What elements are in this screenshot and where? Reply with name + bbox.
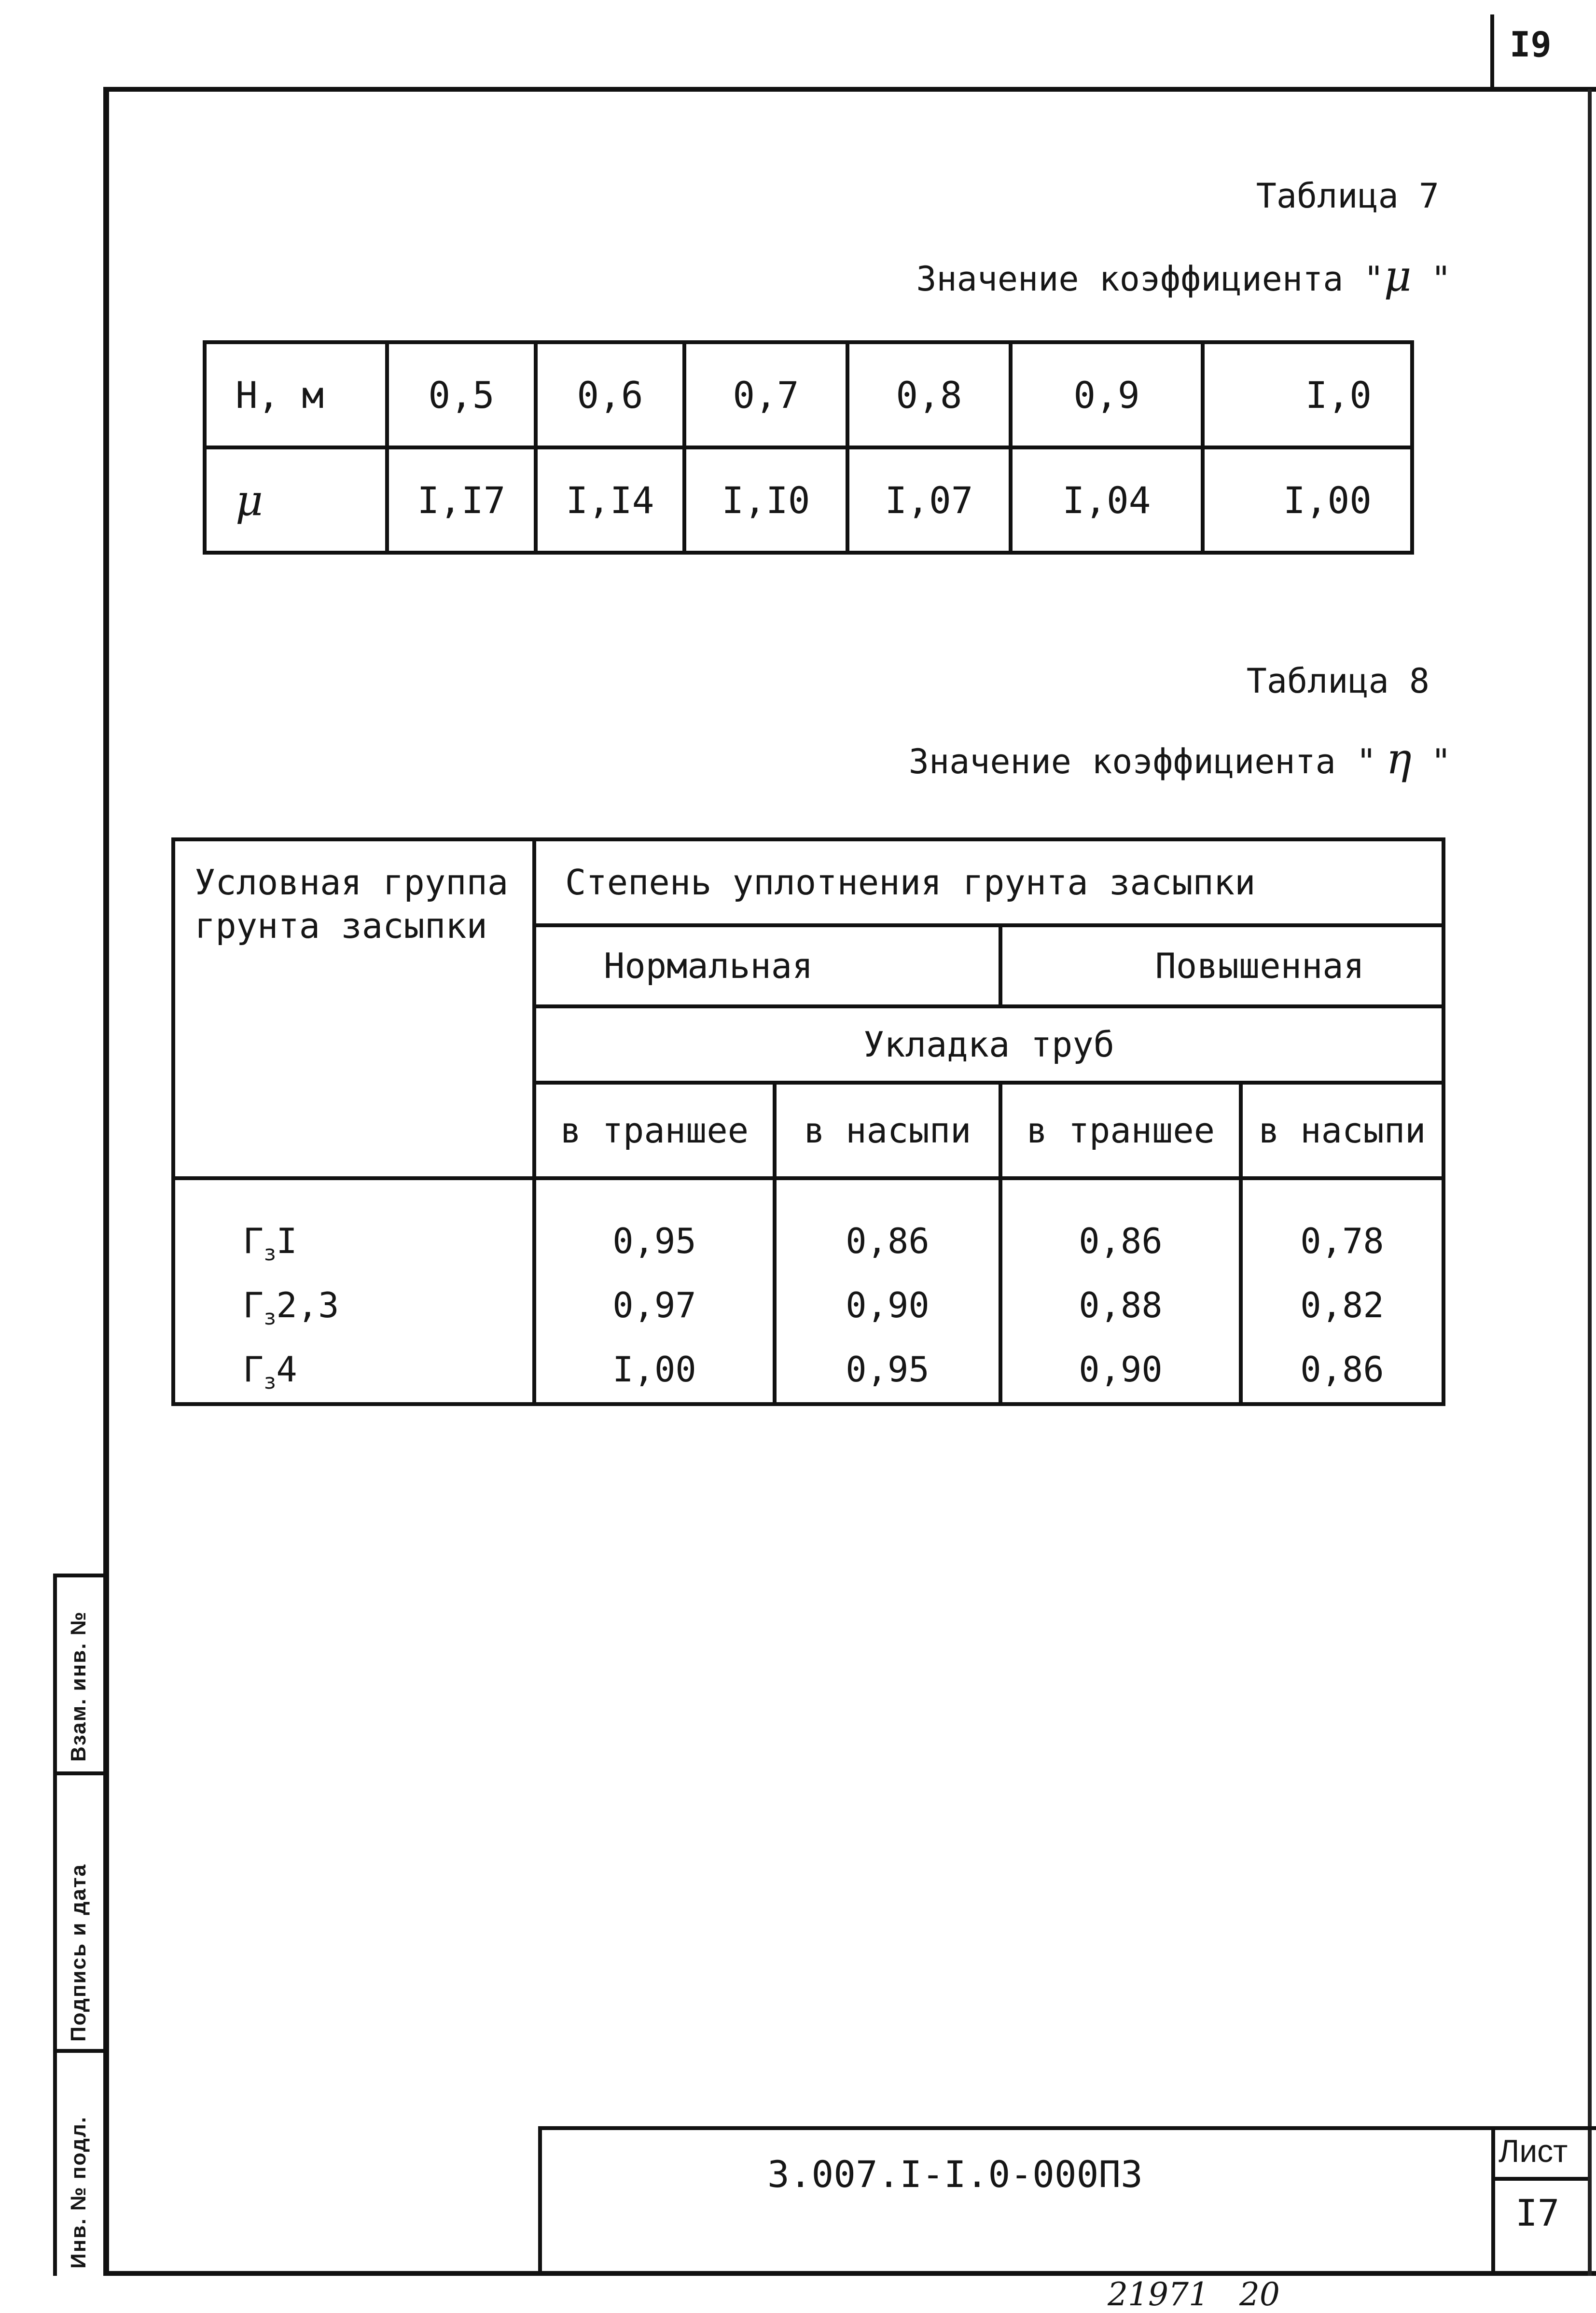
table8-title-suffix: " — [1430, 742, 1451, 781]
value: 0,95 — [846, 1349, 930, 1390]
group-base: Г — [243, 1349, 264, 1390]
side-strip-border — [53, 1575, 57, 2276]
handwritten-number: 21971 20 — [1108, 2276, 1280, 2313]
table7-row-mu — [205, 447, 1412, 553]
group-rest: I — [276, 1221, 297, 1261]
side-label-inv-no: Инв. № подл. — [67, 2116, 90, 2269]
group-sub: з — [264, 1306, 277, 1330]
table7-title-prefix: Значение коэффициента " — [916, 259, 1384, 299]
table7-head-h: Н, м — [205, 342, 387, 447]
value: 0,97 — [612, 1285, 696, 1326]
table8-groups-cell — [173, 1178, 534, 1404]
table8-title — [909, 734, 1451, 783]
table8-normal-embankment-cell — [775, 1178, 1000, 1404]
table7-h-cell: 0,5 — [387, 342, 536, 447]
table8-caption: Таблица 8 — [1246, 661, 1429, 701]
side-strip-divider — [53, 1771, 103, 1775]
table7-mu-cell: I,04 — [1011, 447, 1203, 553]
table8-head-embankment: в насыпи — [1241, 1083, 1443, 1178]
sheet-number: I7 — [1515, 2191, 1560, 2234]
table7 — [203, 340, 1414, 555]
stamp-sheet-divider — [1491, 2177, 1588, 2181]
value: 0,86 — [846, 1221, 930, 1261]
table8 — [171, 837, 1445, 1406]
table8-head-normal: Нормальная — [534, 925, 1000, 1006]
table8-header-row-1 — [173, 839, 1443, 925]
table8-head-group: Условная группа грунта засыпки — [173, 839, 534, 1178]
page-number: I9 — [1510, 24, 1552, 65]
side-strip-divider — [53, 1574, 103, 1577]
table8-head-embankment: в насыпи — [775, 1083, 1000, 1178]
side-label-replaced-inv: Взам. инв. № — [67, 1611, 90, 1762]
stamp-top-border — [538, 2126, 1596, 2130]
value: 0,90 — [846, 1285, 930, 1326]
document-number: 3.007.I-I.0-000ПЗ — [767, 2153, 1143, 2196]
group-sub: з — [264, 1370, 277, 1394]
table7-h-cell: 0,7 — [684, 342, 847, 447]
page-number-divider — [1490, 14, 1494, 88]
table7-h-cell: I,0 — [1203, 342, 1412, 447]
table8-increased-embankment-cell — [1241, 1178, 1443, 1404]
group-sub: з — [264, 1241, 277, 1266]
table7-mu-cell: I,I4 — [536, 447, 684, 553]
group-base: Г — [243, 1221, 264, 1261]
group-label — [243, 1273, 532, 1338]
frame-top-border — [103, 87, 1596, 92]
table7-caption: Таблица 7 — [1256, 176, 1439, 216]
table8-head-trench: в траншее — [1000, 1083, 1241, 1178]
value: I,00 — [612, 1349, 696, 1390]
table8-head-degree: Степень уплотнения грунта засыпки — [534, 839, 1443, 925]
stamp-sheet-separator — [1491, 2126, 1495, 2276]
table8-normal-trench-cell — [534, 1178, 775, 1404]
group-base: Г — [243, 1285, 264, 1326]
value: 0,78 — [1300, 1221, 1384, 1261]
group-rest: 2,3 — [276, 1285, 339, 1326]
table7-row-h — [205, 342, 1412, 447]
table7-mu-cell: I,07 — [847, 447, 1011, 553]
value: 0,90 — [1079, 1349, 1163, 1390]
value: 0,95 — [612, 1221, 696, 1261]
value: 0,86 — [1300, 1349, 1384, 1390]
frame-left-border — [103, 87, 109, 2276]
table7-head-mu: μ — [205, 447, 387, 553]
group-label — [243, 1338, 532, 1402]
table8-title-prefix: Значение коэффициента " — [908, 742, 1377, 781]
table7-mu-cell: I,I0 — [684, 447, 847, 553]
table7-mu-cell: I,I7 — [387, 447, 536, 553]
mu-symbol: μ — [1384, 251, 1412, 301]
table8-head-laying: Укладка труб — [534, 1006, 1443, 1083]
table8-head-increased: Повышенная — [1000, 925, 1443, 1006]
frame-right-border — [1588, 89, 1592, 2276]
side-strip-divider — [53, 2049, 103, 2053]
group-label — [243, 1209, 532, 1273]
table8-head-trench: в траншее — [534, 1083, 775, 1178]
group-rest: 4 — [276, 1349, 297, 1390]
eta-symbol: η — [1386, 734, 1412, 783]
table7-h-cell: 0,6 — [536, 342, 684, 447]
table8-increased-trench-cell — [1000, 1178, 1241, 1404]
frame-bottom-border — [103, 2271, 1596, 2276]
table7-h-cell: 0,9 — [1011, 342, 1203, 447]
table7-title-suffix: " — [1430, 259, 1451, 299]
table7-h-cell: 0,8 — [847, 342, 1011, 447]
table8-body-row — [173, 1178, 1443, 1404]
value: 0,82 — [1300, 1285, 1384, 1326]
sheet-label: Лист — [1499, 2133, 1568, 2169]
side-label-signature-date: Подпись и дата — [67, 1864, 90, 2042]
table7-title — [916, 251, 1451, 301]
value: 0,88 — [1079, 1285, 1163, 1326]
value: 0,86 — [1079, 1221, 1163, 1261]
stamp-left-border — [538, 2126, 542, 2276]
table7-mu-cell: I,00 — [1203, 447, 1412, 553]
